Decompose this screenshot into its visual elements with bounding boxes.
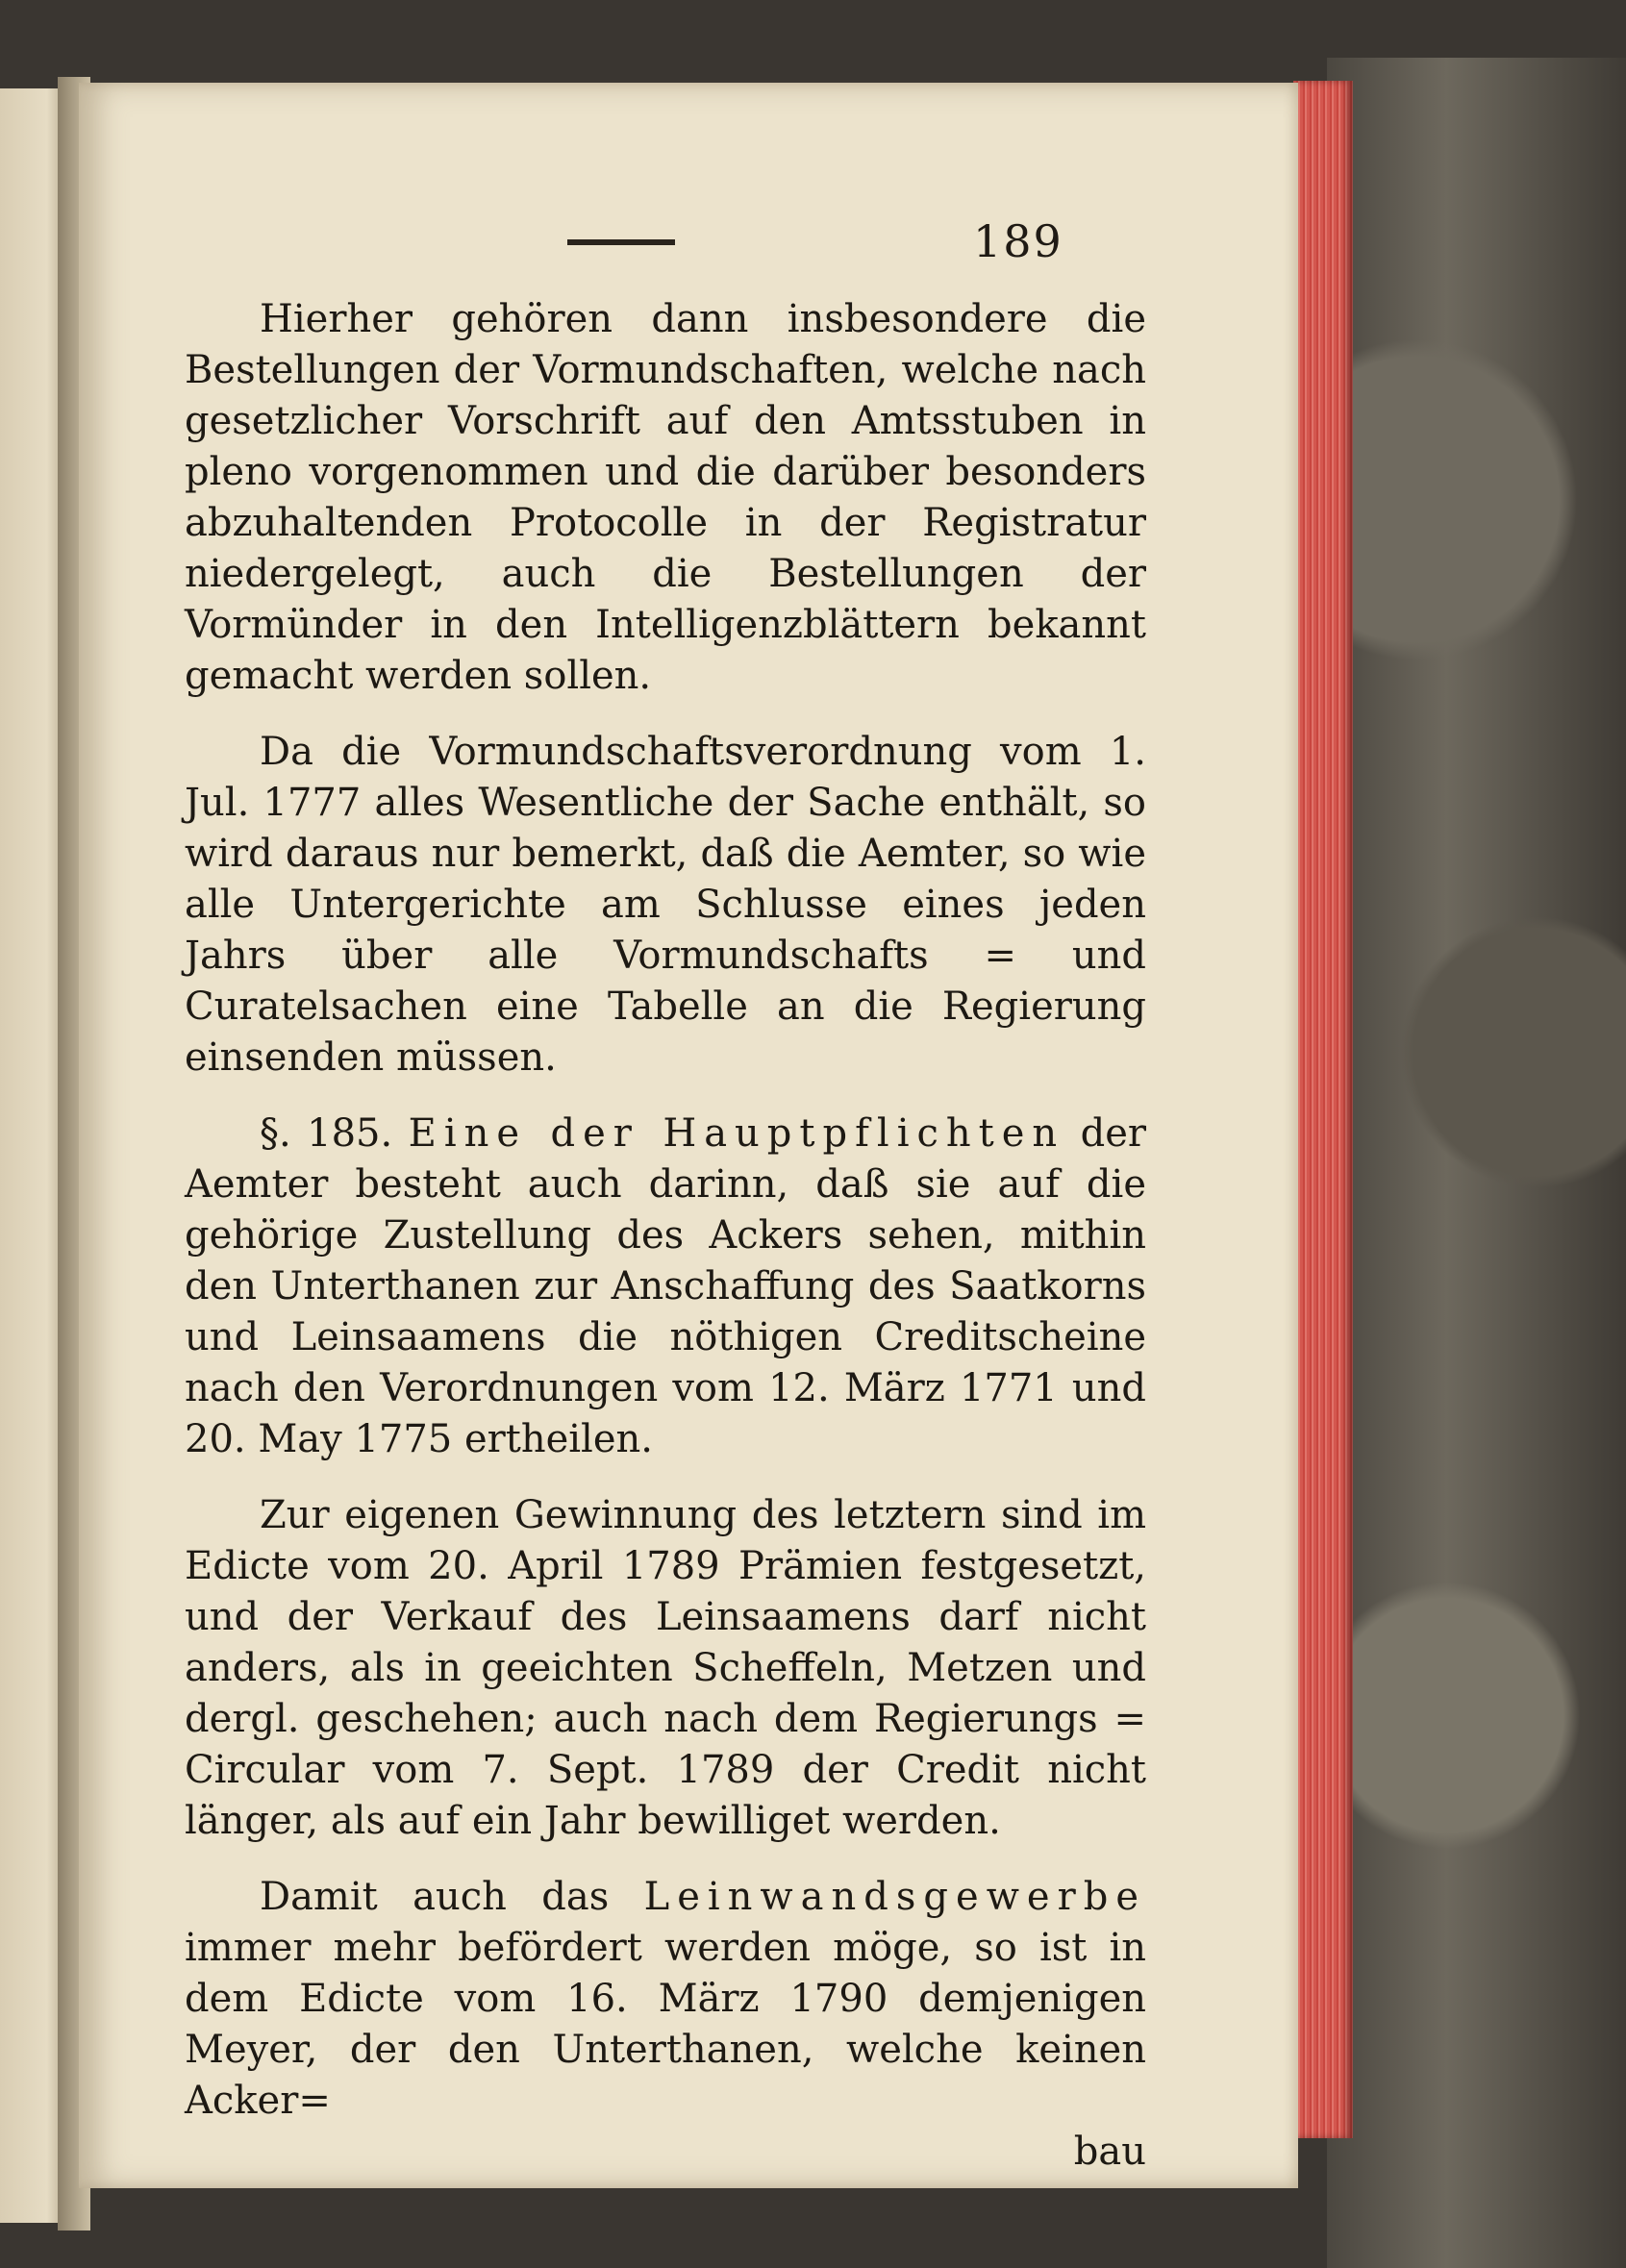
book-page bbox=[79, 83, 1298, 2188]
page-number: 189 bbox=[973, 215, 1063, 267]
header-rule bbox=[567, 239, 675, 245]
paragraph-text: Da die Vormundschaftsverordnung vom 1. Jul. 1777 alles Wesentliche der Sache enthält, so wird daraus nur bemerkt, daß die Aemter, so wie alle Untergerichte am Schlusse eines jeden Jahrs über alle Vormundschafts = und Curatelsachen eine Tabelle an die Regierung einsenden müssen. bbox=[185, 730, 1146, 1080]
paragraph-1 bbox=[185, 294, 1146, 702]
paragraph-text: Hierher gehören dann insbesondere die Bestellungen der Vormundschaften, welche nach gesetzlicher Vorschrift auf den Amtsstuben in pleno vorgenommen und die darüber besonders abzuhaltenden Protocolle in der Registratur niedergelegt, auch die Bestellungen der Vormünder in den Intelligenzblättern bekannt gemacht werden sollen. bbox=[185, 297, 1146, 698]
red-page-edges bbox=[1293, 81, 1353, 2138]
paragraph-3 bbox=[185, 1109, 1146, 1465]
paragraph-2 bbox=[185, 727, 1146, 1084]
paragraph-4 bbox=[185, 1490, 1146, 1847]
paragraph-text: Damit auch das bbox=[260, 1875, 644, 1919]
spaced-term: Leinwandsgewerbe bbox=[643, 1875, 1146, 1919]
paragraph-text: Zur eigenen Gewinnung des letztern sind im Edicte vom 20. April 1789 Prämien festgesetzt, und der Verkauf des Leinsaamens darf nicht anders, als in geeichten Scheffeln, Metzen und dergl. geschehen; auch nach dem Regierungs = Circular vom 7. Sept. 1789 der Credit nicht länger, als auf ein Jahr bewilliget werden. bbox=[185, 1493, 1146, 1843]
paragraph-5 bbox=[185, 1872, 1146, 2127]
paragraph-text: immer mehr befördert werden möge, so ist in dem Edicte vom 16. März 1790 demjenigen Meyer, der den Unterthanen, welche keinen Acker= bbox=[185, 1926, 1146, 2123]
paragraph-text: der Aemter besteht auch darinn, daß sie auf die gehörige Zustellung des Ackers sehen, mithin den Unterthanen zur Anschaffung des Saatkorns und Leinsaamens die nöthigen Creditscheine nach den Verordnungen vom 12. März 1771 und 20. May 1775 ertheilen. bbox=[185, 1111, 1146, 1461]
book-cover bbox=[1327, 58, 1626, 2268]
catchword: bau bbox=[1073, 2130, 1146, 2174]
section-marker: §. 185. bbox=[260, 1111, 409, 1156]
page-body bbox=[185, 294, 1146, 2178]
page-header bbox=[79, 208, 1298, 265]
spaced-heading: Eine der Hauptpflichten bbox=[408, 1111, 1065, 1156]
